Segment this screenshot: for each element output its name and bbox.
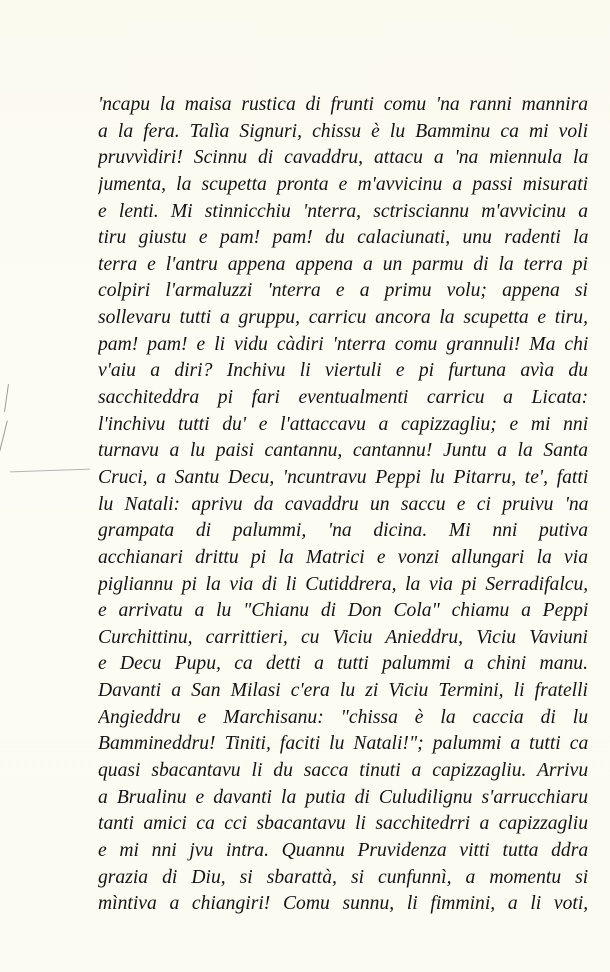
text-line: colpiri l'armaluzzi 'nterra e a primu volu; appena si	[98, 280, 588, 302]
text-line: e arrivatu a lu "Chianu di Don Cola" chiamu a Peppi	[98, 600, 588, 622]
text-line: Curchittinu, carrittieri, cu Viciu Anieddru, Viciu Vaviuni	[98, 626, 588, 648]
text-line: Davanti a San Milasi c'era lu zi Viciu Termini, li fratelli	[98, 680, 588, 702]
margin-scratch	[4, 384, 9, 412]
text-line: Cruci, a Santu Decu, 'ncuntravu Peppi lu Pitarru, te', fatti	[98, 466, 588, 488]
text-line: Angieddru e Marchisanu: "chissa è la caccia di lu	[98, 706, 588, 728]
text-line: mìntiva a chiangiri! Comu sunnu, li fimmini, a li voti,	[98, 893, 588, 915]
text-line: sollevaru tutti a gruppu, carricu ancora la scupetta e tiru,	[98, 307, 588, 329]
text-line: grazia di Diu, si sbarattà, si cunfunnì, a momentu si	[98, 866, 588, 888]
text-line: pruvvìdiri! Scinnu di cavaddru, attacu a 'na miennula la	[98, 147, 588, 169]
text-line: a Brualinu e davanti la putia di Culudilignu s'arrucchiaru	[98, 786, 588, 808]
text-line: e lenti. Mi stinnicchiu 'nterra, sctrisciannu m'avvicinu a	[98, 200, 588, 222]
text-line: quasi sbacantavu li du sacca tinuti a capizzagliu. Arrivu	[98, 760, 588, 782]
text-line: pigliannu pi la via di li Cutiddrera, la via pi Serradifalcu,	[98, 573, 588, 595]
text-line: v'aiu a diri? Inchivu li viertuli e pi furtuna avìa du	[98, 360, 588, 382]
text-line: tiru giustu e pam! pam! du calaciunati, unu radenti la	[98, 227, 588, 249]
text-line: l'inchivu tutti du' e l'attaccavu a capizzagliu; e mi nni	[98, 413, 588, 435]
body-text	[98, 92, 588, 918]
text-line: Bammineddru! Tiniti, faciti lu Natali!"; palummi a tutti ca	[98, 733, 588, 755]
text-line: sacchiteddra pi fari eventualmenti carricu a Licata:	[98, 387, 588, 409]
text-line: a la fera. Talìa Signuri, chissu è lu Bamminu ca mi voli	[98, 120, 588, 142]
text-line: jumenta, la scupetta pronta e m'avvicinu a passi misurati	[98, 173, 588, 195]
text-line: 'ncapu la maisa rustica di frunti comu 'na ranni mannira	[98, 94, 588, 115]
margin-scratch	[10, 469, 90, 473]
text-line: e mi nni jvu intra. Quannu Pruvidenza vitti tutta ddra	[98, 839, 588, 861]
text-line: turnavu a lu paisi cantannu, cantannu! Juntu a la Santa	[98, 440, 588, 462]
margin-scratch	[0, 420, 8, 459]
text-line: terra e l'antru appena appena a un parmu di la terra pi	[98, 253, 588, 275]
text-line: pam! pam! e li vidu càdiri 'nterra comu grannuli! Ma chi	[98, 333, 588, 355]
text-line: e Decu Pupu, ca detti a tutti palummi a chini manu.	[98, 653, 588, 675]
text-line: acchianari drittu pi la Matrici e vonzi allungari la via	[98, 546, 588, 568]
text-line: lu Natali: aprivu da cavaddru un saccu e ci pruivu 'na	[98, 493, 588, 515]
text-line: grampata di palummi, 'na dicina. Mi nni putiva	[98, 520, 588, 542]
text-line: tanti amici ca cci sbacantavu li sacchitedrri a capizzagliu	[98, 813, 588, 835]
